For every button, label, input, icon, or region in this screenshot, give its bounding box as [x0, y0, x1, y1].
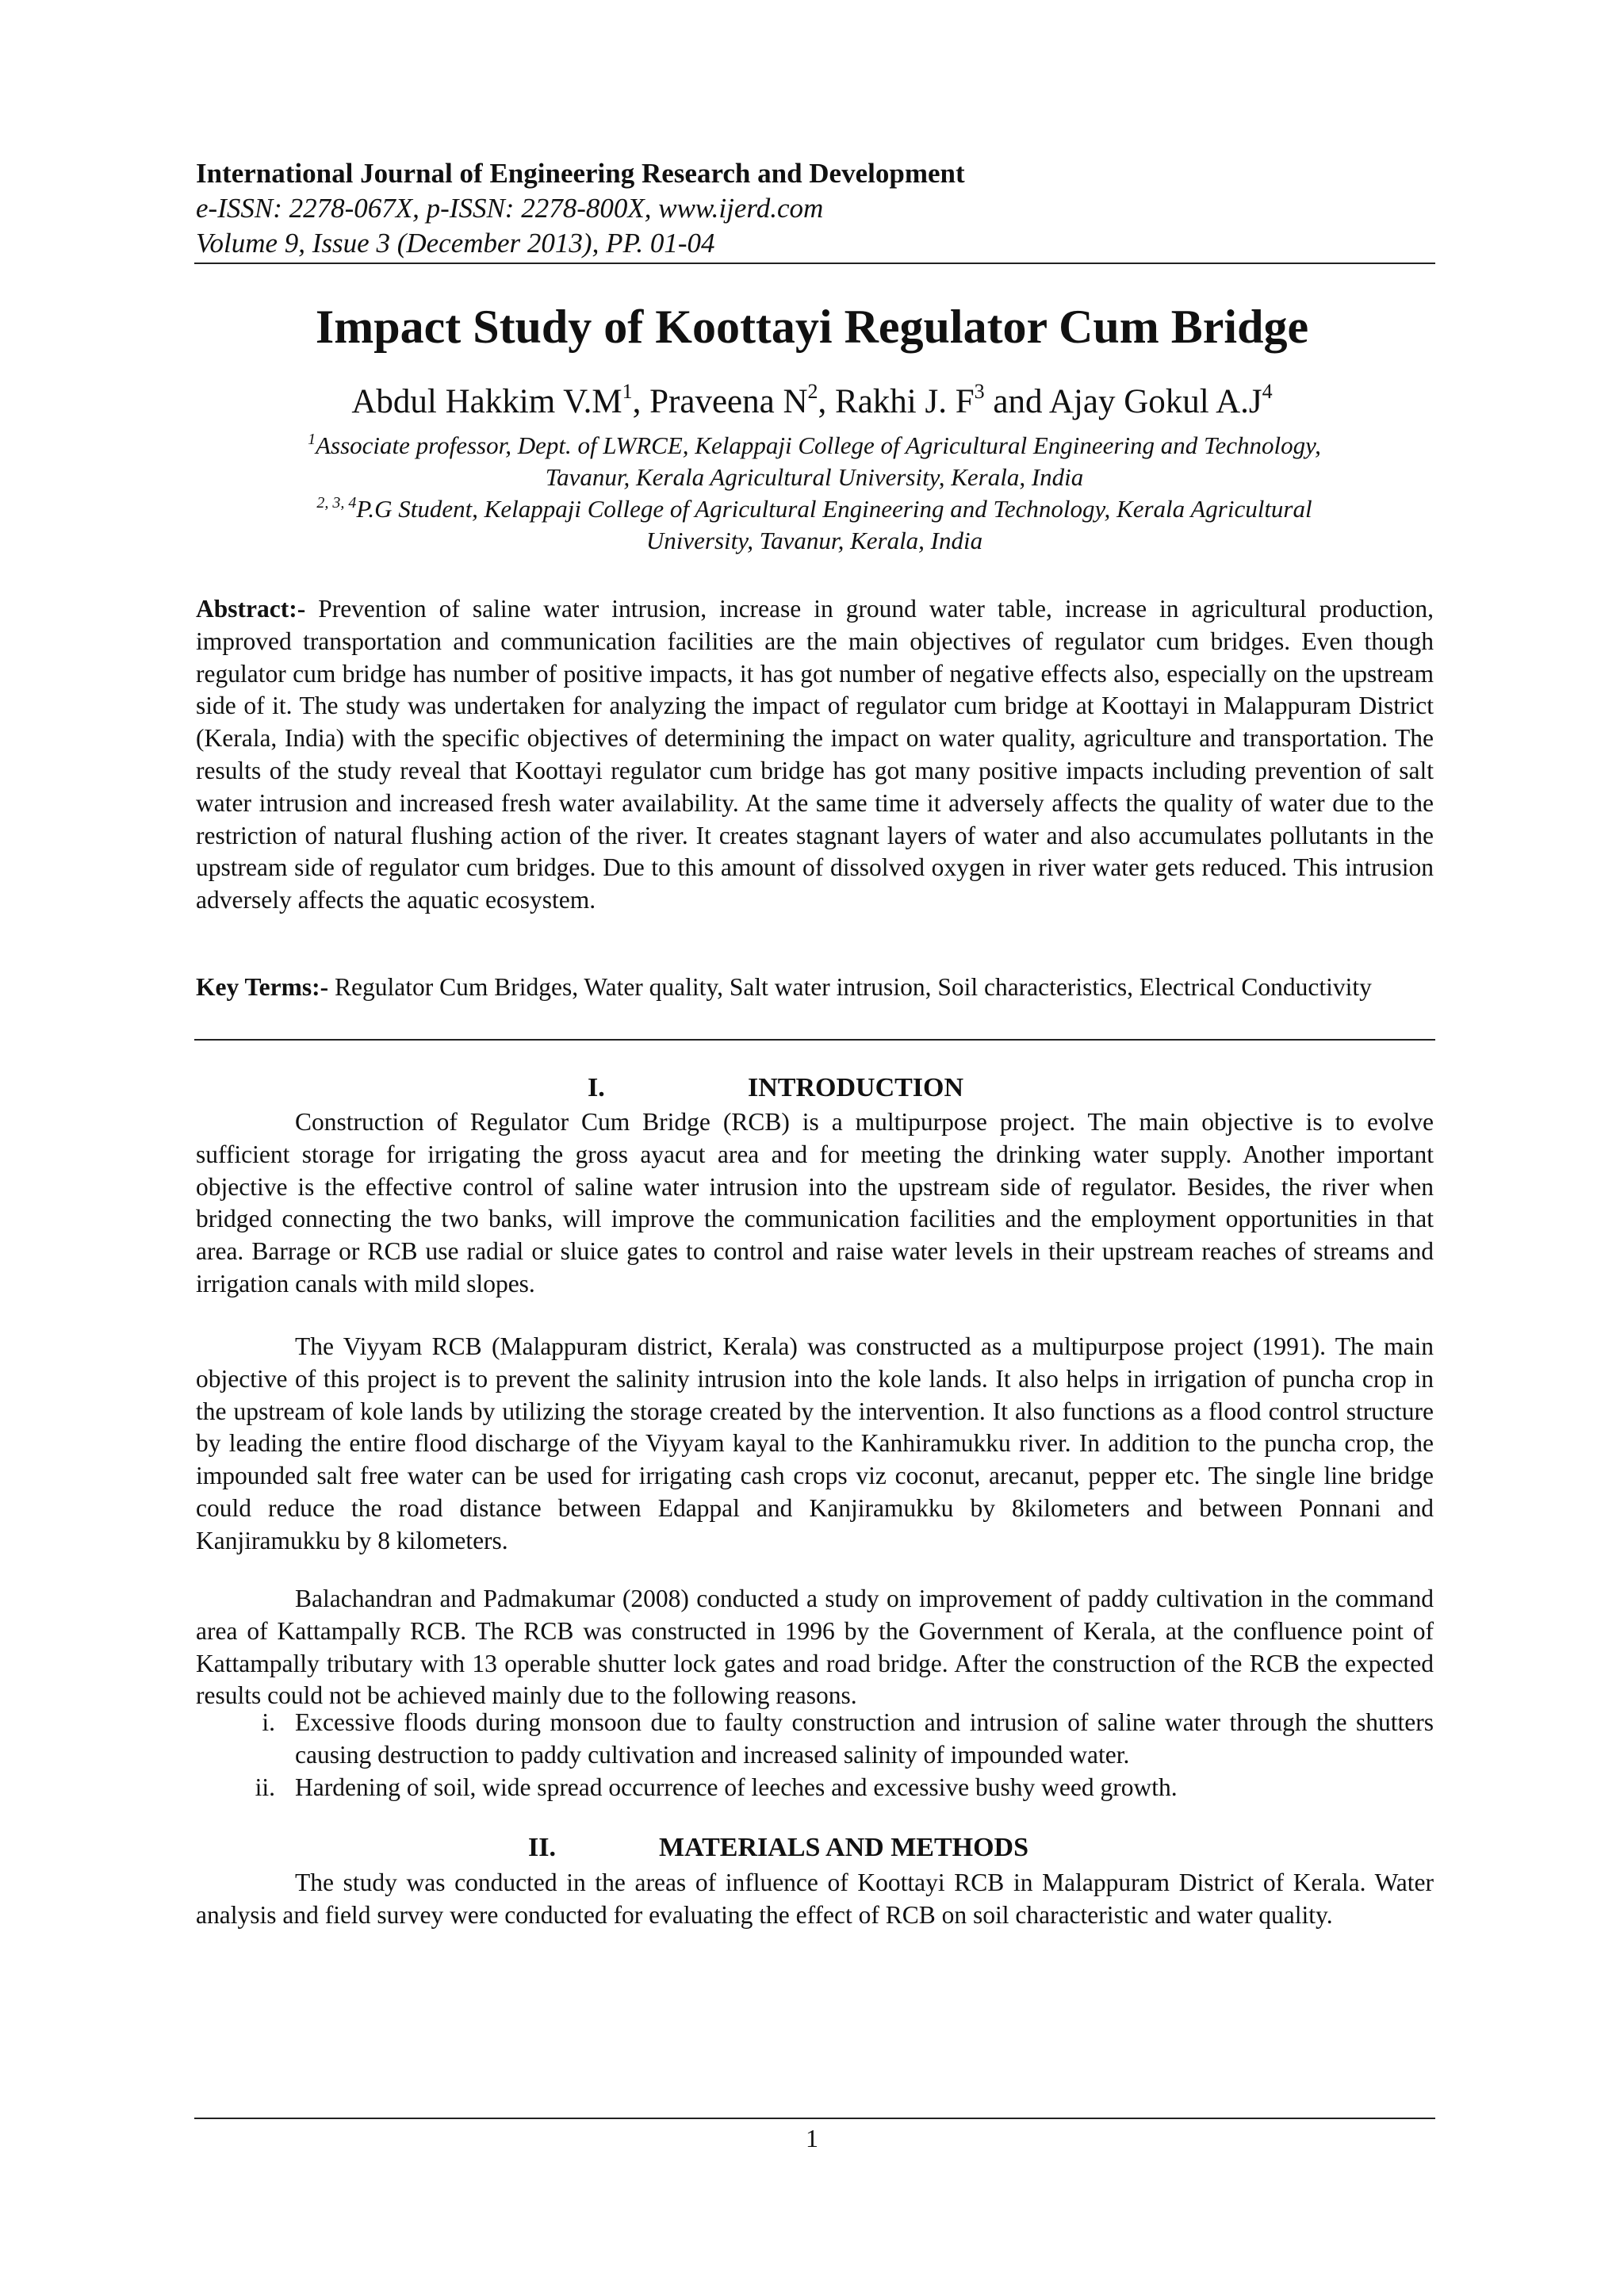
section-2-number: II.	[528, 1833, 556, 1862]
list-item-number: ii.	[255, 1773, 275, 1801]
author-2-mark: 2	[807, 380, 818, 403]
key-terms-text: Regulator Cum Bridges, Water quality, Salt water intrusion, Soil characteristics, Electrical Conductivity	[334, 973, 1372, 1001]
intro-paragraph-2: The Viyyam RCB (Malappuram district, Kerala) was constructed as a multipurpose project (1991). The main objective of this project is to prevent the salinity intrusion into the kole lands. It also helps in irrigation of puncha crop in the upstream of kole lands by utilizing the storage created by the intervention. It also functions as a flood control structure by leading the entire flood discharge of the Viyyam kayal to the Kanhiramukku river. In addition to the puncha crop, the impounded salt free water can be used for irrigating cash crops viz coconut, arecanut, pepper etc. The single line bridge could reduce the road distance between Edappal and Kanjiramukku by 8kilometers and between Ponnani and Kanjiramukku by 8 kilometers.	[196, 1332, 1434, 1554]
paper-title: Impact Study of Koottayi Regulator Cum Bridge	[315, 301, 1309, 353]
affiliation-2-line-2: University, Tavanur, Kerala, India	[645, 527, 983, 554]
list-item-text: Hardening of soil, wide spread occurrence of leeches and excessive bushy weed growth.	[295, 1773, 1178, 1801]
author-separator: ,	[818, 383, 836, 420]
footer-rule	[194, 2118, 1435, 2119]
methods-paragraph-1: The study was conducted in the areas of influence of Koottayi RCB in Malappuram District of Kerala. Water analysis and field survey were conducted for evaluating the effect of RCB on soil characteristic and water quality.	[196, 1869, 1434, 1929]
list-item-number: i.	[262, 1708, 275, 1736]
key-terms	[196, 972, 1434, 1004]
affiliation-2	[196, 493, 1433, 557]
author-1-mark: 1	[622, 380, 633, 403]
author-separator: and	[984, 383, 1049, 420]
author-separator: ,	[632, 383, 650, 420]
abstract-rule	[194, 1039, 1435, 1041]
section-1-heading: INTRODUCTION	[748, 1073, 964, 1102]
author-1: Abdul Hakkim V.M	[351, 383, 622, 420]
section-2-heading: MATERIALS AND METHODS	[659, 1833, 1028, 1862]
page-number: 1	[806, 2124, 818, 2152]
header-rule	[194, 263, 1435, 264]
list-item-text: Excessive floods during monsoon due to faulty construction and intrusion of saline water through the shutters causing destruction to paddy cultivation and increased salinity of impounded water.	[295, 1708, 1434, 1769]
journal-issn: e-ISSN: 2278-067X, p-ISSN: 2278-800X, www.ijerd.com	[196, 193, 824, 224]
author-3-mark: 3	[974, 380, 985, 403]
abstract-label: Abstract:-	[196, 595, 306, 623]
section-1-number: I.	[588, 1073, 605, 1102]
affiliation-2-line-1: P.G Student, Kelappaji College of Agricultural Engineering and Technology, Kerala Agricultural	[356, 495, 1312, 523]
author-4-mark: 4	[1262, 380, 1273, 403]
author-3: Rakhi J. F	[835, 383, 975, 420]
abstract-text: Prevention of saline water intrusion, increase in ground water table, increase in agricultural production, improved transportation and communication facilities are the main objectives of regulator cum bridges. Even though regulator cum bridge has number of positive impacts, it has got number of negative effects also, especially on the upstream side of it. The study was undertaken for analyzing the impact of regulator cum bridge at Koottayi in Malappuram District (Kerala, India) with the specific objectives of determining the impact on water quality, agriculture and transportation. The results of the study reveal that Koottayi regulator cum bridge has got many positive impacts including prevention of salt water intrusion and increased fresh water availability. At the same time it adversely affects the quality of water due to the restriction of natural flushing action of the river. It creates stagnant layers of water and also accumulates pollutants in the upstream side of regulator cum bridges. Due to this amount of dissolved oxygen in river water gets reduced. This intrusion adversely affects the aquatic ecosystem.	[196, 595, 1434, 914]
key-terms-label: Key Terms:-	[196, 973, 329, 1001]
journal-volume: Volume 9, Issue 3 (December 2013), PP. 01-04	[196, 228, 715, 259]
affiliation-2-mark: 2, 3, 4	[316, 494, 357, 512]
intro-paragraph-1: Construction of Regulator Cum Bridge (RCB) is a multipurpose project. The main objective is to evolve sufficient storage for irrigating the gross ayacut area and for meeting the drinking water supply. Another important objective is the effective control of saline water intrusion into the upstream side of regulator. Besides, the river when bridged connecting the two banks, will improve the communication facilities and the employment opportunities in that area. Barrage or RCB use radial or sluice gates to control and raise water levels in their upstream reaches of streams and irrigation canals with mild slopes.	[196, 1108, 1434, 1297]
journal-name: International Journal of Engineering Research and Development	[196, 158, 965, 189]
affiliation-1-line-1: Associate professor, Dept. of LWRCE, Kelappaji College of Agricultural Engineering and Technology,	[316, 431, 1321, 459]
author-list	[0, 382, 1624, 421]
intro-paragraph-3: Balachandran and Padmakumar (2008) conducted a study on improvement of paddy cultivation in the command area of Kattampally RCB. The RCB was constructed in 1996 by the Government of Kerala, at the confluence point of Kattampally tributary with 13 operable shutter lock gates and road bridge. After the construction of the RCB the expected results could not be achieved mainly due to the following reasons.	[196, 1585, 1434, 1710]
author-4: Ajay Gokul A.J	[1048, 383, 1262, 420]
journal-header	[196, 156, 1433, 261]
abstract	[196, 593, 1434, 917]
author-2: Praveena N	[649, 383, 808, 420]
affiliation-1-mark: 1	[308, 431, 316, 448]
affiliation-1	[196, 430, 1433, 493]
affiliation-1-line-2: Tavanur, Kerala Agricultural University, Kerala, India	[545, 463, 1084, 491]
